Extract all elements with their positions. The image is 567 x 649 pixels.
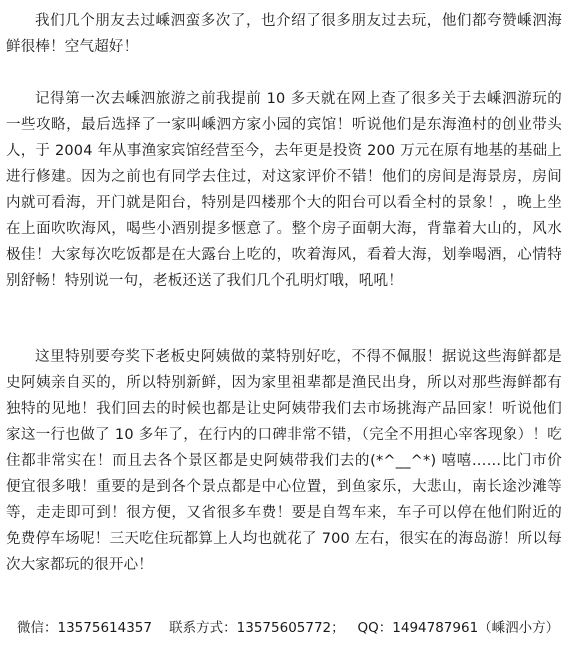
paragraph-hotel: 记得第一次去嵊泗旅游之前我提前 10 多天就在网上查了很多关于去嵊泗游玩的一些攻略，最后选择了一家叫嵊泗方家小园的宾馆！听说他们是东海渔村的创业带头人，于 2004 年从事渔家宾馆经营至今，去年更是投资 200 万元在原有地基的基础上进行修建。因为之前也有同学去住过，对这家评价不错！他们的房间是海景房，房间内就可看海，开门就是阳台，特别是四楼那个大的阳台可以看全村的景象！，晚上坐在上面吹吹海风，喝些小酒别提多惬意了。整个房子面朝大海，背靠着大山的，风水极佳！大家每次吃饭都是在大露台上吃的，吹着海风，看着大海，划拳喝酒，心情特别舒畅！特别说一句，老板还送了我们几个孔明灯哦，吼吼！ [6,91,562,289]
phone-contact: 联系方式：13575605772； [169,620,345,636]
paragraph-intro: 我们几个朋友去过嵊泗蛮多次了，也介绍了很多朋友过去玩，他们都夸赞嵊泗海鲜很棒！空气超好！ [6,13,562,55]
contact-footer [17,618,562,638]
wechat-contact: 微信：13575614357 [17,620,152,636]
paragraph-owner: 这里特别要夸奖下老板史阿姨做的菜特别好吃，不得不佩服！据说这些海鲜都是史阿姨亲自买的，所以特别新鲜，因为家里祖辈都是渔民出身，所以对那些海鲜都有独特的见地！我们回去的时候也都是让史阿姨带我们去市场挑海产品回家！听说他们家这一行也做了 10 多年了，在行内的口碑非常不错，（完全不用担心宰客现象）！吃住都非常实在！而且去各个景区都是史阿姨带我们去的(*^__^*) 嘻嘻……比门市价便宜很多哦！重要的是到各个景点都是中心位置，到鱼家乐，大悲山，南长途沙滩等等，走走即可到！很方便，又省很多车费！要是自驾车来，车子可以停在他们附近的免费停车场呢！三天吃住玩都算上人均也就花了 700 左右，很实在的海岛游！所以每次大家都玩的很开心！ [6,349,562,573]
qq-contact: QQ：1494787961（嵊泗小方） [357,620,560,636]
